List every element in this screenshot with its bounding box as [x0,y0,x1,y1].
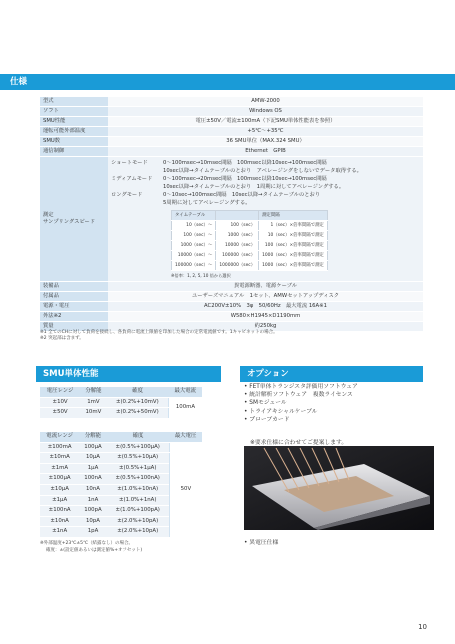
spec-value: AMW-2000 [108,97,423,107]
options-list [244,383,358,424]
smu-cell: 1pA [79,527,106,538]
speed-text: 10sec以降→タイムテーブルのとおり アベレージングをしないでデータ取得する。 [163,168,362,174]
options-last-item: • 異電圧仕様 [244,540,279,546]
smu-cell: ±1μA [40,495,79,506]
time-table-cell: 10000（sec） [216,241,259,251]
time-table-cell: 100000（sec） [216,251,259,261]
smu-cell: ±(0.5%+100nA) [107,474,170,485]
spec-value: ユーザーズマニュアル 1セット、AMWセットアップディスク [108,292,423,302]
time-table [171,210,328,271]
speed-mode [111,183,163,191]
time-table-row [172,251,328,261]
smu-cell: ±1mA [40,463,79,474]
spec-label: 運転可能外部温度 [40,127,108,137]
time-table-note: ※倍率：1, 2, 5, 10 倍から選択 [171,273,231,278]
smu-header: 分解能 [79,432,106,442]
list-item: • 統計解析ソフトウェア 複数ライセンス [244,391,358,399]
spec-label: 型式 [40,97,108,107]
smu-cell: ±(0.5%+100μA) [107,442,170,453]
time-table-cell: 10000（sec）～ [172,251,216,261]
section-title-spec: 仕様 [0,74,455,90]
time-table-cell: 1000（sec）×倍率間隔で測定 [259,251,328,261]
speed-description [111,157,420,281]
smu-cell: ±100nA [40,506,79,517]
spec-value: Windows OS [108,107,423,117]
table-row [40,397,202,408]
speed-text: 5周期に対してアベレージングする。 [163,200,251,206]
spec-label: ソフト [40,107,108,117]
speed-mode [111,167,163,175]
speed-text: 0～100msec→10msec間隔 100msec以降10sec→100msec間隔 [163,160,327,166]
probe-card-photo [244,446,434,530]
speed-text: 10sec以降→タイムテーブルのとおり 1周期に対してアベレージングする。 [163,184,345,190]
time-table-cell: 1000（sec）×倍率間隔で測定 [259,261,328,271]
time-table-row [172,241,328,251]
smu-max-current: 100mA [168,397,202,418]
smu-header: 電圧レンジ [40,387,80,397]
smu-cell: ±(2.0%+10pA) [107,516,170,527]
smu-header: 確度 [107,432,170,442]
time-table-row [172,261,328,271]
spec-value: 異電源断器、電源ケーブル [108,282,423,292]
smu-cell: ±100mA [40,442,79,453]
smu-cell: 100pA [79,506,106,517]
speed-mode: ショートモード [111,160,148,166]
time-table-cell: 1（sec）×倍率間隔で測定 [259,221,328,231]
time-table-cell: 10（sec）×倍率間隔で測定 [259,231,328,241]
spec-table [40,97,423,332]
smu-cell: 100μA [79,442,106,453]
smu-header: 最大電流 [168,387,202,397]
section-title-smu: SMU単体性能 [36,366,221,382]
smu-header: 確度 [107,387,169,397]
smu-cell: ±10mA [40,453,79,464]
smu-cell: ±(1.0%+100pA) [107,506,170,517]
smu-cell: 100nA [79,474,106,485]
spec-label: 質量 [40,322,108,332]
smu-voltage-table [40,387,202,419]
list-item: • プローブカード [244,416,358,424]
speed-mode [111,199,163,207]
time-table-row [172,231,328,241]
spec-note: ※2 突起部は含まず。 [40,336,84,341]
smu-cell: ±(1.0%+10nA) [107,484,170,495]
time-table-header [216,211,259,221]
spec-label: 付属品 [40,292,108,302]
spec-label: 装備品 [40,282,108,292]
section-title-options: オプション [240,366,423,382]
page-number: 10 [418,623,427,631]
list-item: • FET単体トランジスタ評価用ソフトウェア [244,383,358,391]
spec-label: SMU性能 [40,117,108,127]
smu-cell: ±10nA [40,516,79,527]
speed-mode: ロングモード [111,192,143,198]
time-table-cell: 100（sec） [216,221,259,231]
time-table-cell: 1000（sec）～ [172,241,216,251]
spec-value: +5℃～+35℃ [108,127,423,137]
speed-text: 0～10sec→100msec間隔 10sec以降→タイムテーブルのとおり [163,192,321,198]
smu-header: 最大電圧 [169,432,202,442]
smu-cell: 1nA [79,495,106,506]
time-table-cell: 1000000（sec） [216,261,259,271]
list-item: • トライアキシャルケーブル [244,408,358,416]
smu-cell: ±100μA [40,474,79,485]
smu-cell: ±(0.5%+10μA) [107,453,170,464]
smu-cell: 10pA [79,516,106,527]
smu-cell: ±1nA [40,527,79,538]
smu-cell: ±10V [40,397,80,408]
time-table-cell: 100（sec）×倍率間隔で測定 [259,241,328,251]
spec-value-speed [108,157,423,282]
smu-cell: 10μA [79,453,106,464]
smu-note: ※外部温度+23℃±5℃（結露なし）の場合。 [40,541,134,546]
spec-label: 電源・電圧 [40,302,108,312]
smu-cell: ±10μA [40,484,79,495]
smu-cell: ±(2.0%+10pA) [107,527,170,538]
smu-current-table [40,432,202,538]
spec-value: AC200V±10% 3φ 50/60Hz 最大電流 16A※1 [108,302,423,312]
smu-max-voltage: 50V [169,442,202,537]
spec-value: W580×H1945×D1190mm [108,312,423,322]
speed-text: 0～100msec→20msec間隔 100msec以降10sec→100msec間隔 [163,176,327,182]
time-table-header: タイムテーブル [172,211,216,221]
table-row [40,442,202,453]
smu-header: 電流レンジ [40,432,79,442]
smu-cell: 1mV [80,397,106,408]
list-item: 異電圧仕様 [249,540,279,546]
spec-label: 通信制御 [40,147,108,157]
smu-cell: 1μA [79,463,106,474]
smu-note: 確度：±(設定値あるいは測定値%+オフセット) [46,548,143,553]
spec-value: 36 SMU単位（MAX.324 SMU） [108,137,423,147]
time-table-cell: 100（sec）～ [172,231,216,241]
time-table-row [172,221,328,231]
smu-cell: 10nA [79,484,106,495]
spec-value: 約250kg [108,322,423,332]
spec-note: ※1 全てのCHに対して負荷を接続し、各負荷に電流上限値を印加した場合の定常電流値です。1キャビネットの場合。 [40,330,278,335]
time-table-cell: 100000（sec）～ [172,261,216,271]
smu-header: 分解能 [80,387,106,397]
time-table-header: 測定間隔 [259,211,328,221]
smu-cell: 10mV [80,408,106,419]
spec-value: Ethernet GPIB [108,147,423,157]
speed-mode: ミディアムモード [111,176,153,182]
spec-label: 外法※2 [40,312,108,322]
smu-cell: ±50V [40,408,80,419]
spec-value: 電圧±50V／電流±100mA（下記SMU単体性能表を参照） [108,117,423,127]
smu-cell: ±(1.0%+1nA) [107,495,170,506]
time-table-cell: 10（sec）～ [172,221,216,231]
smu-cell: ±(0.2%+50mV) [107,408,169,419]
smu-cell: ±(0.5%+1μA) [107,463,170,474]
time-table-cell: 1000（sec） [216,231,259,241]
spec-label-speed: 測定 サンプリングスピード [40,157,108,282]
options-sub-note: ※要求仕様に合わせてご提案します。 [250,440,348,446]
spec-label: SMU数 [40,137,108,147]
smu-cell: ±(0.2%+10mV) [107,397,169,408]
list-item: • SMモジュール [244,399,358,407]
